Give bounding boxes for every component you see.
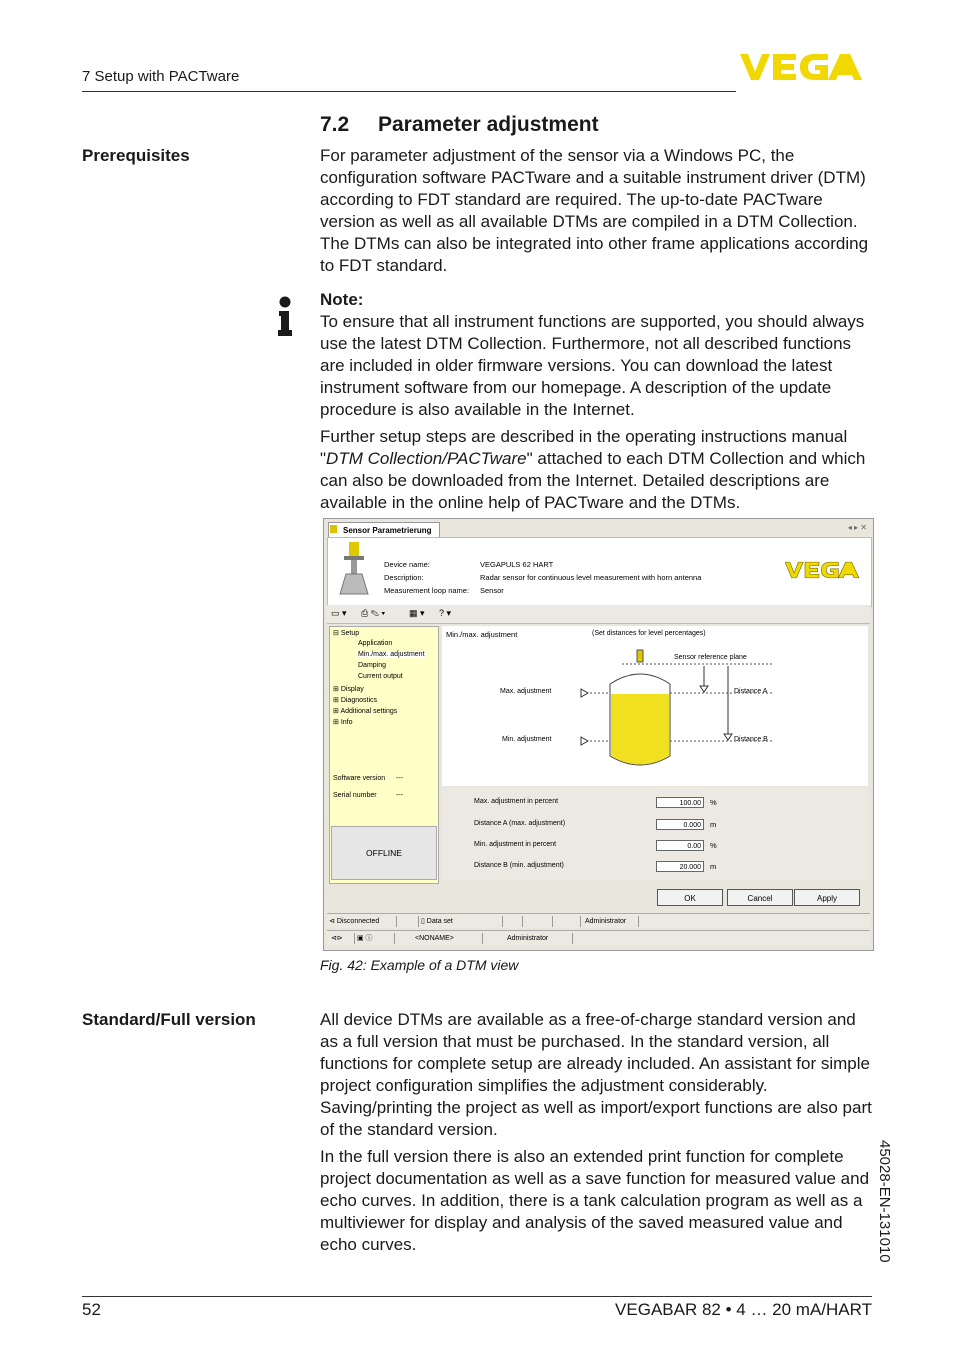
field-label: Max. adjustment in percent [474, 798, 559, 805]
running-header: 7 Setup with PACTware [82, 68, 240, 85]
adjustment-form [442, 787, 868, 881]
info-icon [276, 296, 294, 336]
device-name-value: VEGAPULS 62 HART [480, 560, 554, 569]
description-label: Description: [384, 573, 424, 582]
connection-status: ⊲ Disconnected [327, 916, 397, 927]
sensor-image-icon [336, 542, 372, 600]
dtm-toolbar [327, 605, 870, 624]
status-icons: ▣ ⓘ [355, 933, 395, 944]
dtm-view-figure [323, 518, 874, 951]
loop-name-value: Sensor [480, 586, 504, 595]
adjustment-diagram [442, 626, 868, 786]
note-title: Note: [320, 290, 364, 309]
figure-caption: Fig. 42: Example of a DTM view [320, 957, 519, 973]
software-version-label: Software version [333, 775, 386, 782]
device-icon[interactable]: ▦ ▾ [409, 608, 425, 618]
section-title: Parameter adjustment [378, 113, 599, 136]
further-text-part: " attached to each DTM Collection and which can also be downloaded from the Internet. Detailed descriptions are available in the online help of PACTware and the DTMs. [320, 449, 866, 512]
print-icon[interactable]: ⎙ ✎ ▾ [361, 608, 386, 618]
sensor-icon [330, 525, 337, 533]
tank-illustration [442, 626, 868, 786]
prerequisites-text: For parameter adjustment of the sensor via a Windows PC, the configuration software PACTware and a suitable instrument driver (DTM) according to FDT standard are required. The up-to-date PACTware version as well as all available DTMs are compiled in a DTM Collection. The DTMs can also be integrated into other frame applications according to FDT standard. [320, 146, 869, 275]
header-rule [82, 91, 736, 92]
further-text-italic: DTM Collection/PACTware [326, 449, 527, 468]
full-version-text: In the full version there is also an extended print function for complete project documentation as well as a save function for measured value and echo curves. In addition, there is a tank calculation program as well as a multiviewer for display and analysis of the saved measured value and echo curves. [320, 1147, 870, 1254]
tree-item-diagnostics[interactable]: ⊞ Diagnostics [333, 697, 377, 704]
document-code: 45028-EN-131010 [876, 1140, 893, 1263]
field-unit: % [710, 798, 717, 807]
view-icon[interactable]: ▭ ▾ [331, 608, 347, 618]
further-text-part: Further setup steps are described in the operating instructions manual " [320, 427, 848, 468]
field-label: Min. adjustment in percent [474, 841, 557, 848]
serial-number-value: --- [396, 792, 403, 799]
tree-item-current-output[interactable]: Current output [358, 673, 403, 680]
tab-sensor-parametrierung[interactable]: Sensor Parametrierung [328, 522, 440, 537]
panel-hint: (Set distances for level percentages) [592, 630, 706, 637]
distance-a-input[interactable]: 0.000 [656, 819, 704, 830]
frame-user: Administrator [483, 933, 573, 944]
status-cell [397, 916, 419, 927]
field-label: Distance A (max. adjustment) [474, 820, 566, 827]
nav-arrows-icon[interactable]: ⊲⊳ [329, 933, 355, 944]
distance-a-label: Distance A [734, 688, 768, 695]
max-adjustment-label: Max. adjustment [500, 688, 552, 695]
field-unit: % [710, 841, 717, 850]
min-adjustment-percent-input[interactable]: 0.00 [656, 840, 704, 851]
device-info-panel [327, 537, 872, 607]
note-text: To ensure that all instrument functions are supported, you should always use the latest DTM Collection. Furthermore, not all described functions are included in older firmware versions. You can download the latest instrument software from our homepage. A description of the update procedure is also available in the Internet. [320, 312, 865, 419]
max-adjustment-percent-input[interactable]: 100.00 [656, 797, 704, 808]
project-name: <NONAME> [395, 933, 483, 944]
tree-item-setup[interactable]: ⊟ Setup [333, 630, 360, 637]
serial-number-label: Serial number [333, 792, 377, 799]
panel-title: Min./max. adjustment [446, 630, 518, 639]
apply-button[interactable]: Apply [794, 889, 860, 906]
standard-version-label: Standard/Full version [82, 1010, 256, 1029]
tree-item-min-max-adjustment[interactable]: Min./max. adjustment [358, 651, 425, 658]
help-icon[interactable]: ? ▾ [439, 608, 452, 618]
status-cell [503, 916, 523, 927]
status-bar [327, 913, 870, 928]
tab-nav-icons[interactable]: ◂ ▸ ✕ [847, 523, 867, 532]
vega-logo-small [785, 560, 865, 580]
tree-item-additional-settings[interactable]: ⊞ Additional settings [333, 708, 398, 715]
section-number: 7.2 [320, 113, 350, 136]
standard-version-text: All device DTMs are available as a free-of-charge standard version and as a full version that must be purchased. In the standard version, all functions for complete setup are already included. An assistant for simple project configuration simplifies the adjustment considerably. Saving/printing the project as well as import/export functions are also part of the standard version. [320, 1010, 872, 1139]
distance-b-input[interactable]: 20.000 [656, 861, 704, 872]
loop-name-label: Measurement loop name: [384, 586, 470, 595]
tree-item-application[interactable]: Application [358, 640, 393, 647]
user-status: Administrator [581, 916, 639, 927]
frame-status-bar [327, 930, 870, 946]
vega-logo [740, 52, 872, 82]
status-cell [553, 916, 581, 927]
field-unit: m [710, 862, 717, 871]
document-name: VEGABAR 82 • 4 … 20 mA/HART [615, 1300, 872, 1319]
status-cell [523, 916, 553, 927]
offline-status: OFFLINE [331, 826, 437, 880]
software-version-value: --- [396, 775, 403, 782]
distance-b-label: Distance B [734, 736, 768, 743]
description-value: Radar sensor for continuous level measurement with horn antenna [480, 573, 702, 582]
sensor-reference-label: Sensor reference plane [674, 654, 747, 661]
tree-item-info[interactable]: ⊞ Info [333, 719, 353, 726]
footer-rule [82, 1296, 872, 1297]
device-name-label: Device name: [384, 560, 430, 569]
tree-item-damping[interactable]: Damping [358, 662, 387, 669]
field-unit: m [710, 820, 717, 829]
page-number: 52 [82, 1300, 101, 1319]
tree-item-display[interactable]: ⊞ Display [333, 686, 364, 693]
dataset-status: ▯ Data set [419, 916, 503, 927]
field-label: Distance B (min. adjustment) [474, 862, 564, 869]
note-block [320, 289, 872, 421]
section-heading [320, 113, 599, 137]
min-adjustment-label: Min. adjustment [502, 736, 552, 743]
prerequisites-label: Prerequisites [82, 146, 190, 165]
further-text [320, 426, 872, 514]
cancel-button[interactable]: Cancel [727, 889, 793, 906]
ok-button[interactable]: OK [657, 889, 723, 906]
